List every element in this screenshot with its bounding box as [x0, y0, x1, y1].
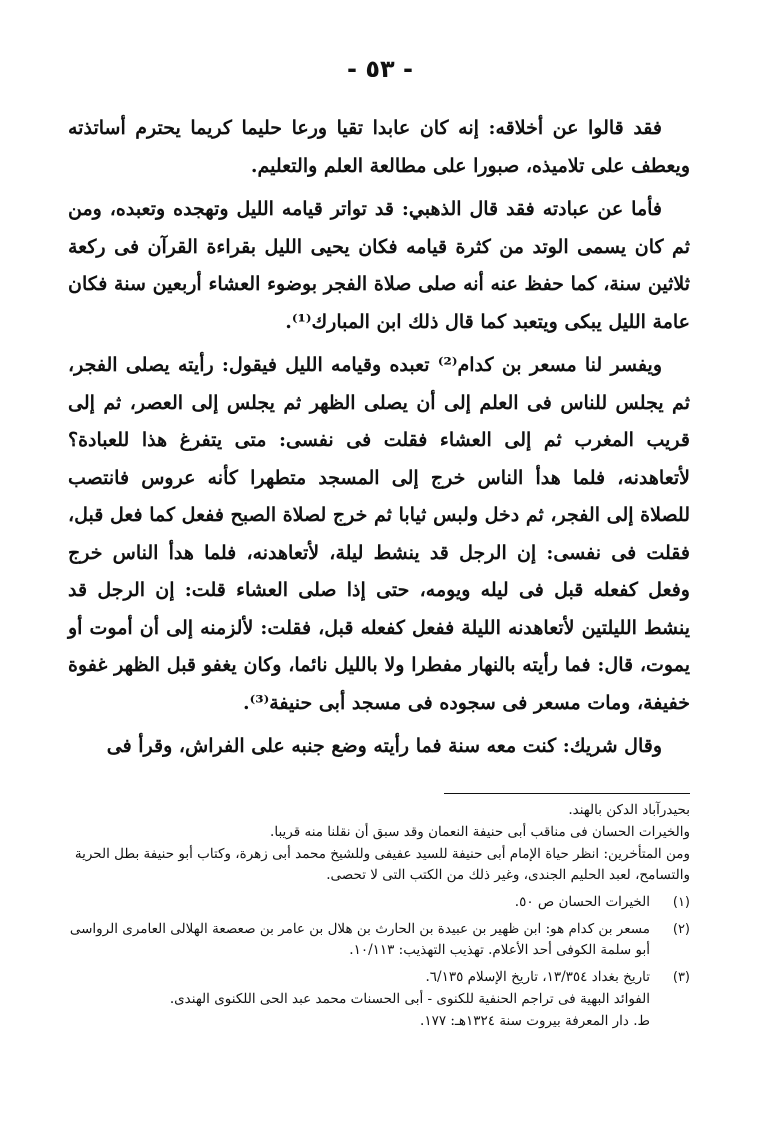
footnote-number: (٣)	[672, 970, 690, 985]
footnote-3	[60, 967, 690, 1032]
footnote-line: الفوائد البهية فى تراجم الحنفية للكنوى - أبى الحسنات محمد عبد الحى اللكنوى الهندى.	[169, 991, 650, 1007]
footnote-line: تاريخ بغداد ١٣/٣٥٤، تاريخ الإسلام ٦/١٣٥.	[425, 969, 650, 985]
carryover-line: والخيرات الحسان فى مناقب أبى حنيفة النعمان وقد سبق أن نقلنا منه قريبا.	[270, 824, 690, 840]
footnote-text	[60, 892, 650, 913]
footnote-number: (١)	[672, 895, 690, 910]
main-text	[68, 110, 690, 766]
footnote-2	[60, 919, 690, 961]
footnote-1	[60, 892, 690, 913]
page-number: - ٥٣ -	[347, 55, 413, 83]
footnote-text	[60, 919, 650, 961]
footnotes-area	[60, 800, 690, 1038]
footnote-line: ط. دار المعرفة بيروت سنة ١٣٢٤هـ: ١٧٧.	[420, 1013, 650, 1029]
paragraph-sharik: وقال شريك: كنت معه سنة فما رأيته وضع جنبه على الفراش، وقرأ فى	[106, 735, 662, 757]
paragraph-character: فقد قالوا عن أخلاقه: إنه كان عابدا تقيا ورعا حليما كريما يحترم أساتذته ويعطف على تلاميذه، صبورا على مطالعة العلم والتعليم.	[68, 117, 690, 177]
carryover-footnote	[60, 800, 690, 886]
footnote-text	[60, 967, 650, 1032]
footnote-separator	[444, 793, 690, 794]
footnote-number: (٢)	[672, 922, 690, 937]
paragraph-worship: فأما عن عبادته فقد قال الذهبي: قد تواتر قيامه الليل وتهجده وتعبده، ومن ثم كان يسمى الوتد من كثرة قيامه فكان يحيى الليل بقراءة القرآن فى ركعة ثلاثين سنة، كما حفظ عنه أنه صلى صلاة الفجر بوضوء العشاء أربعين سنة فكان عامة الليل يبكى ويتعبد كما قال ذلك ابن المبارك⁽¹⁾.	[68, 198, 690, 333]
footnote-line: مسعر بن كدام هو: ابن ظهير بن عبيدة بن الحارث بن هلال بن عامر بن صعصعة الهلالى العامرى الرواسى أبو سلمة الكوفى أحد الأعلام. تهذيب التهذيب: ١٠/١١٣.	[69, 921, 650, 958]
carryover-line: ومن المتأخرين: انظر حياة الإمام أبى حنيفة للسيد عفيفى وللشيخ محمد أبى زهرة، وكتاب أبو حنيفة بطل الحرية والتسامح، لعبد الحليم الجندى، وغير ذلك من الكتب التى لا تحصى.	[74, 846, 690, 883]
footnote-line: الخيرات الحسان ص ٥٠.	[514, 894, 650, 910]
paragraph-misar-narration: ويفسر لنا مسعر بن كدام⁽²⁾ تعبده وقيامه الليل فيقول: رأيته يصلى الفجر، ثم يجلس للناس فى العلم إلى أن يصلى الظهر ثم يجلس إلى العصر، ثم إلى قريب المغرب ثم إلى العشاء فقلت فى نفسى: متى يتفرغ هذا للعبادة؟ لأتعاهدنه، فلما هدأ الناس خرج إلى المسجد متطهرا كأنه عروس فانتصب للصلاة إلى الفجر، ثم دخل ولبس ثيابا ثم خرج لصلاة الصبح ففعل كما فعل قبل، فقلت فى نفسى: إن الرجل قد ينشط ليلة، لأتعاهدنه، فلما هدأ الناس خرج وفعل كفعله قبل فى ليله ويومه، حتى إذا صلى العشاء قلت: إن الرجل قد ينشط الليلتين لأتعاهدنه الليلة ففعل كفعله قبل، فقلت: لألزمنه إلى أن أموت أو يموت، قال: فما رأيته بالنهار مفطرا ولا بالليل نائما، وكان يغفو قبل الظهر غفوة خفيفة، ومات مسعر فى سجوده فى مسجد أبى حنيفة⁽³⁾.	[68, 354, 690, 714]
carryover-line: بحيدرآباد الدكن بالهند.	[568, 802, 690, 818]
